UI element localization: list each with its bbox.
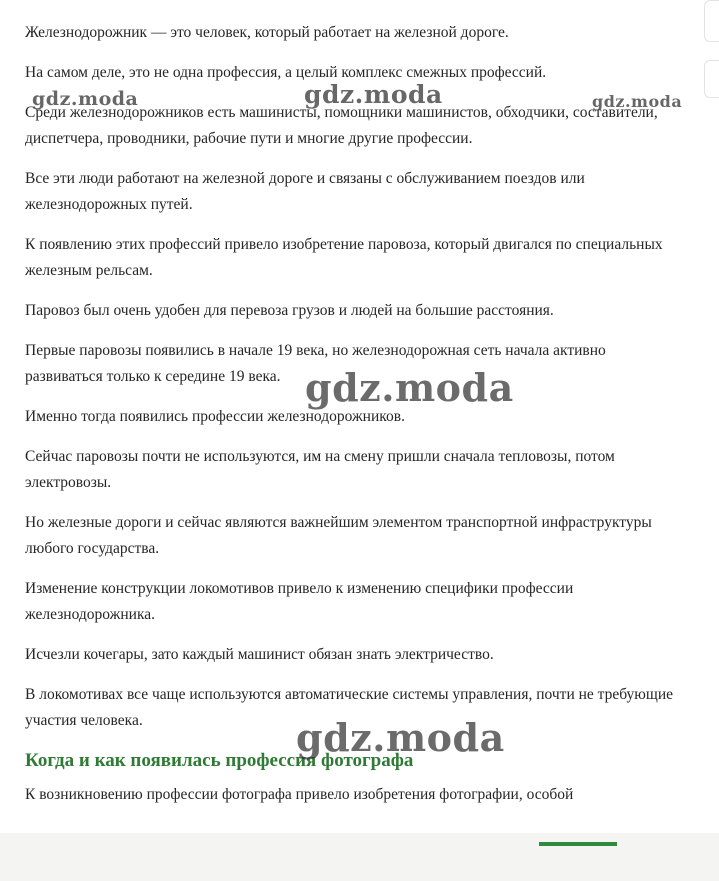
- article-paragraph: Исчезли кочегары, зато каждый машинист обязан знать электричество.: [25, 646, 494, 663]
- article-paragraph: Изменение конструкции локомотивов привело к изменению специфики профессии железнодорожника.: [25, 580, 574, 623]
- article-paragraph: Сейчас паровозы почти не используются, им на смену пришли сначала тепловозы, потом электровозы.: [25, 448, 615, 491]
- bottom-bar: [0, 833, 719, 881]
- article-paragraph: В локомотивах все чаще используются автоматические системы управления, почти не требующие участия человека.: [25, 686, 673, 729]
- watermark-logo: gdz.moda: [304, 80, 443, 109]
- watermark-logo: gdz.moda: [296, 715, 505, 760]
- watermark-logo: gdz.moda: [305, 365, 514, 410]
- article-paragraph: Железнодорожник — это человек, который работает на железной дороге.: [25, 24, 509, 41]
- bottom-bar-accent: [539, 842, 617, 846]
- side-widget-edge: [704, 0, 719, 42]
- article-paragraph: Среди железнодорожников есть машинисты, помощники машинистов, обходчики, составители, диспетчера, проводники, рабочие пути и многие другие профессии.: [25, 104, 658, 147]
- article-paragraph: Но железные дороги и сейчас являются важнейшим элементом транспортной инфраструктуры любого государства.: [25, 514, 652, 557]
- section-heading: Когда и как появилась профессия фотографа: [25, 750, 414, 771]
- article-paragraph: Именно тогда появились профессии железнодорожников.: [25, 408, 405, 425]
- article-paragraph: Первые паровозы появились в начале 19 века, но железнодорожная сеть начала активно развиваться только к середине 19 века.: [25, 342, 606, 385]
- article-paragraph: К появлению этих профессий привело изобретение паровоза, который двигался по специальных железным рельсам.: [25, 236, 663, 279]
- article-paragraph-cut: К возникновению профессии фотографа привело изобретения фотографии, особой: [25, 786, 574, 803]
- watermark-logo: gdz.moda: [592, 92, 683, 111]
- article-paragraph: Паровоз был очень удобен для перевоза грузов и людей на большие расстояния.: [25, 302, 554, 319]
- article-body: [25, 20, 685, 808]
- article-paragraph: Все эти люди работают на железной дороге и связаны с обслуживанием поездов или железнодорожных путей.: [25, 170, 585, 213]
- watermark-logo: gdz.moda: [32, 88, 139, 110]
- article-paragraph: На самом деле, это не одна профессия, а целый комплекс смежных профессий.: [25, 64, 547, 81]
- side-widget-edge: [704, 60, 719, 98]
